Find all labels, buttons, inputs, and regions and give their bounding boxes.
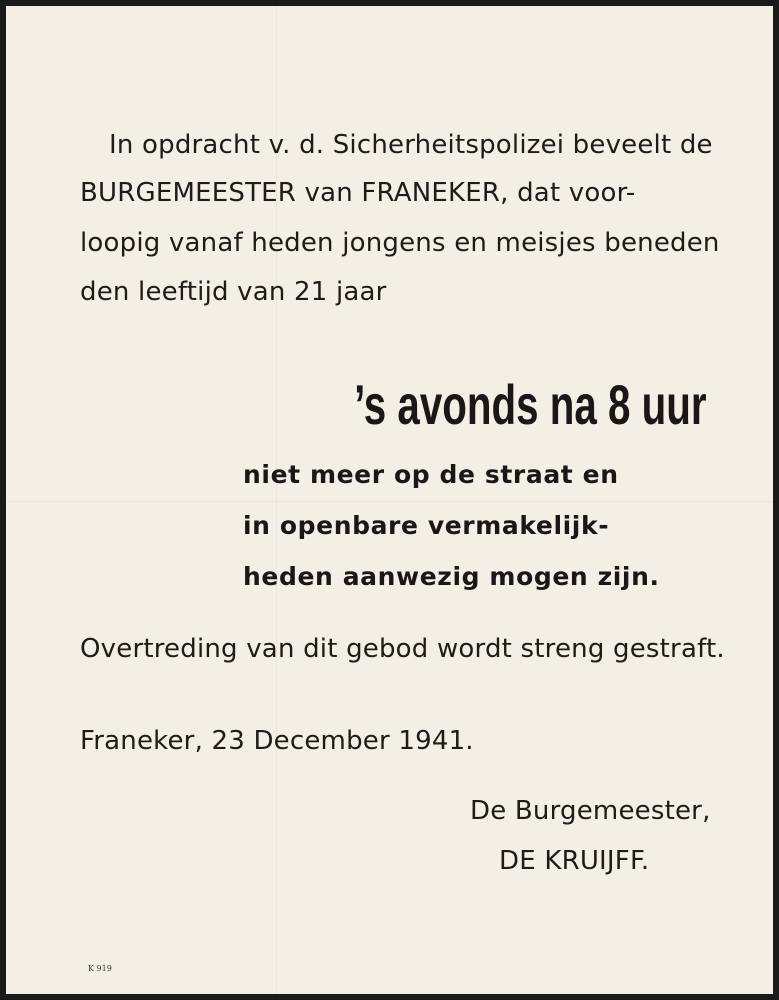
signature-name: DE KRUIJFF. [499,846,650,876]
bold-line-2: in openbare vermakelijk- [243,511,610,540]
curfew-headline: ’s avonds na 8 uur [354,373,707,436]
intro-line-2: BURGEMEESTER van FRANEKER, dat voor- [80,178,636,208]
bold-line-1: niet meer op de straat en [243,460,619,489]
intro-line-1: In opdracht v. d. Sicherheitspolizei beveelt de [109,130,713,160]
fold-line-horizontal [6,501,773,502]
print-code: K 919 [88,964,112,973]
bold-line-3: heden aanwezig mogen zijn. [243,562,660,591]
penalty-warning: Overtreding van dit gebod wordt streng gestraft. [80,634,725,664]
intro-line-4: den leeftijd van 21 jaar [80,277,387,307]
intro-line-3: loopig vanaf heden jongens en meisjes beneden [80,228,720,258]
place-date: Franeker, 23 December 1941. [80,726,474,756]
poster-sheet [6,6,773,994]
signature-title: De Burgemeester, [470,796,711,826]
